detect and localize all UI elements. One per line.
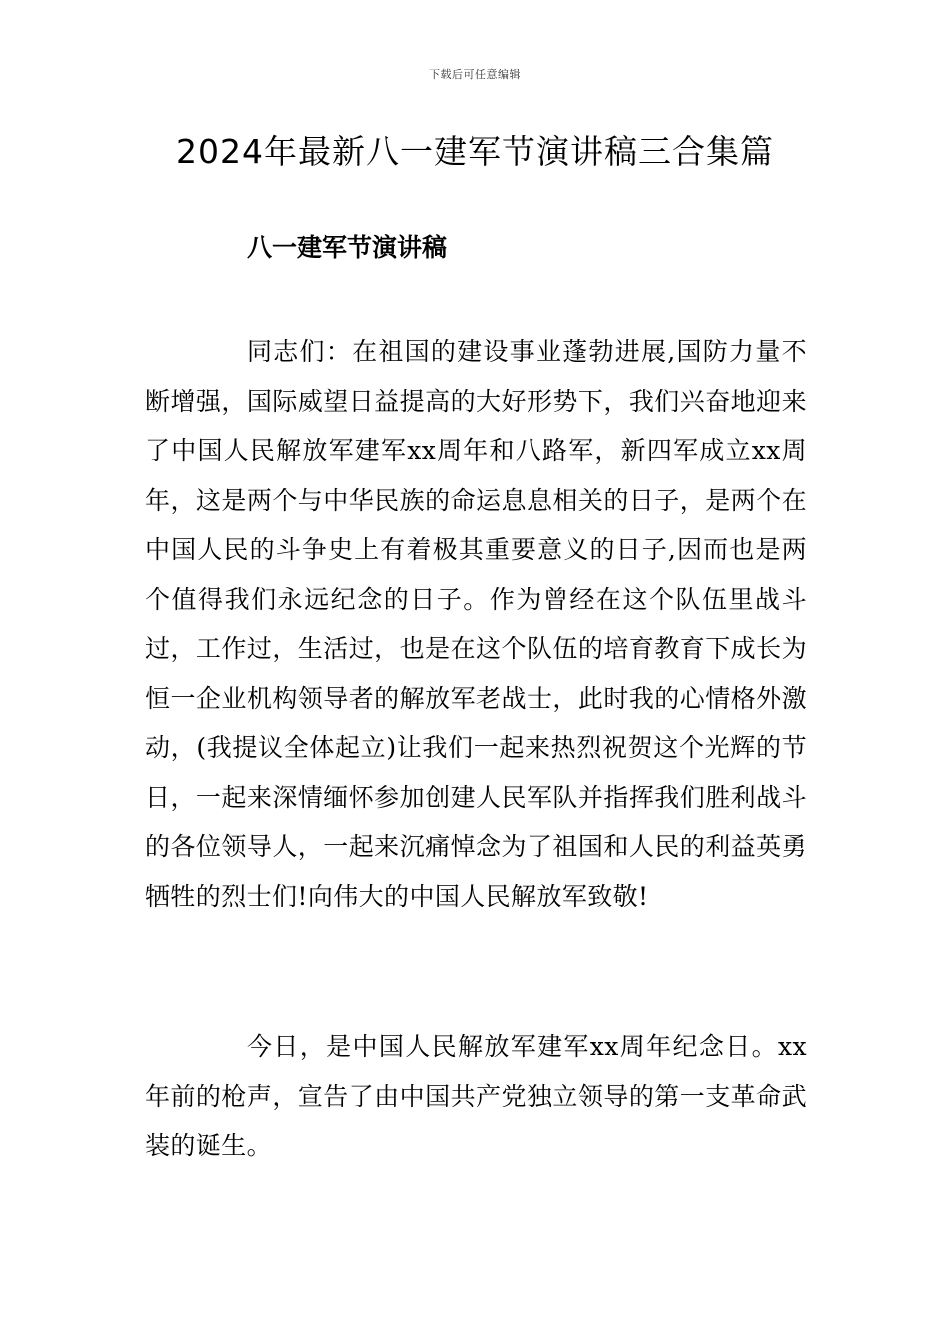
section-heading: 八一建军节演讲稿 bbox=[247, 233, 448, 262]
header-note: 下载后可任意编辑 bbox=[429, 68, 521, 81]
document-title: 2024年最新八一建军节演讲稿三合集篇 bbox=[176, 132, 774, 171]
body-paragraph: 今日，是中国人民解放军建军xx周年纪念日。xx年前的枪声，宣告了由中国共产党独立领导的第一支革命武装的诞生。 bbox=[145, 1032, 807, 1160]
body-paragraph: 同志们：在祖国的建设事业蓬勃进展,国防力量不断增强，国际威望日益提高的大好形势下，我们兴奋地迎来了中国人民解放军建军xx周年和八路军，新四军成立xx周年，这是两个与中华民族的命运息息相关的日子，是两个在中国人民的斗争史上有着极其重要意义的日子,因而也是两个值得我们永远纪念的日子。作为曾经在这个队伍里战斗过，工作过，生活过，也是在这个队伍的培育教育下成长为恒一企业机构领导者的解放军老战士，此时我的心情格外激动，(我提议全体起立)让我们一起来热烈祝贺这个光辉的节日，一起来深情缅怀参加创建人民军队并指挥我们胜利战斗的各位领导人，一起来沉痛悼念为了祖国和人民的利益英勇牺牲的烈士们!向伟大的中国人民解放军致敬! bbox=[145, 337, 807, 911]
